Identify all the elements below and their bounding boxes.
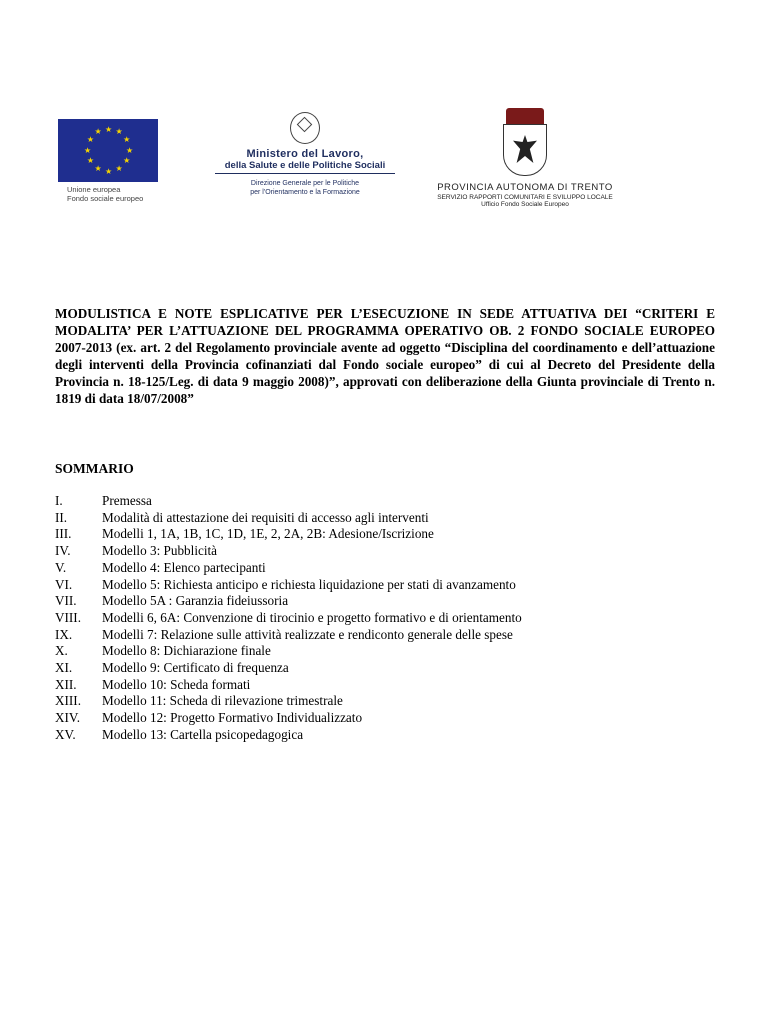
toc-item-text: Modello 12: Progetto Formativo Individualizzato	[102, 710, 363, 726]
toc-item-text: Modello 9: Certificato di frequenza	[102, 660, 289, 676]
toc-item	[55, 710, 715, 727]
toc-item	[55, 660, 715, 677]
toc-item	[55, 510, 715, 527]
eu-star-icon: ★	[86, 156, 94, 165]
ministry-logo-line1: Ministero del Lavoro,	[246, 148, 364, 160]
toc-item-number: XV.	[55, 726, 76, 742]
toc-item-text: Modello 8: Dichiarazione finale	[102, 643, 271, 659]
toc-item-number: XIV.	[55, 710, 81, 726]
document-title: MODULISTICA E NOTE ESPLICATIVE PER L’ESECUZIONE IN SEDE ATTUATIVA DEI “CRITERI E MODALITA’ PER L’ATTUAZIONE DEL PROGRAMMA OPERATIVO OB. 2 FONDO SOCIALE EUROPEO 2007-2013 (ex. art. 2 del Regolamento provinciale avente ad oggetto “Disciplina del coordinamento e dell’attuazione degli interventi della Provincia cofinanziati dal Fondo sociale europeo” di cui al Decreto del Presidente della Provincia n. 18-125/Leg. di data 9 maggio 2008)”, approvati con deliberazione della Giunta provinciale di Trento n. 1819 di data 18/07/2008”	[55, 306, 715, 406]
province-logo-line3: Ufficio Fondo Sociale Europeo	[481, 201, 569, 208]
toc-item-number: IX.	[55, 626, 73, 642]
ministry-logo-line2: della Salute e delle Politiche Sociali	[215, 160, 395, 174]
toc-item-number: IV.	[55, 543, 71, 559]
eu-star-icon: ★	[123, 135, 131, 144]
toc-item	[55, 677, 715, 694]
eu-star-icon: ★	[115, 163, 123, 173]
crown-icon	[506, 108, 544, 124]
table-of-contents	[55, 493, 715, 744]
toc-item	[55, 727, 715, 744]
toc-item	[55, 693, 715, 710]
toc-item	[55, 526, 715, 543]
eu-logo-line2: Fondo sociale europeo	[67, 194, 144, 203]
eu-star-icon: ★	[86, 135, 94, 144]
eu-star-icon: ★	[115, 127, 123, 137]
eu-star-icon: ★	[105, 166, 113, 176]
toc-item	[55, 560, 715, 577]
eu-star-icon: ★	[94, 127, 102, 137]
eu-logo-line1: Unione europea	[67, 185, 121, 194]
toc-item-text: Modello 10: Scheda formati	[102, 676, 251, 692]
toc-item	[55, 577, 715, 594]
toc-item-number: II.	[55, 509, 68, 525]
toc-item-text: Modello 5A : Garanzia fideiussoria	[102, 593, 289, 609]
header-logos	[0, 0, 770, 240]
toc-item-text: Modelli 1, 1A, 1B, 1C, 1D, 1E, 2, 2A, 2B: Adesione/Iscrizione	[102, 526, 434, 542]
toc-item-number: III.	[55, 526, 72, 542]
toc-item-number: I.	[55, 493, 63, 508]
republic-emblem-icon	[290, 112, 320, 144]
province-logo-line2: SERVIZIO RAPPORTI COMUNITARI E SVILUPPO LOCALE	[437, 194, 613, 201]
toc-item-number: VIII.	[55, 609, 81, 625]
eu-star-icon: ★	[123, 156, 131, 165]
province-logo-line1: PROVINCIA AUTONOMA DI TRENTO	[437, 182, 613, 193]
eu-logo	[58, 119, 158, 203]
eu-star-icon: ★	[105, 124, 113, 134]
toc-item-number: XIII.	[55, 693, 81, 709]
toc-item-number: X.	[55, 643, 68, 659]
toc-item-text: Modello 5: Richiesta anticipo e richiesta liquidazione per stati di avanzamento	[102, 576, 516, 592]
toc-item-text: Modelli 7: Relazione sulle attività realizzate e rendiconto generale delle spese	[102, 626, 513, 642]
toc-item-text: Modalità di attestazione dei requisiti di accesso agli interventi	[102, 509, 429, 525]
toc-item-number: V.	[55, 559, 67, 575]
toc-item	[55, 610, 715, 627]
shield-eagle-icon	[503, 124, 547, 176]
ministry-logo-line3	[215, 179, 395, 197]
toc-item-number: VII.	[55, 593, 77, 609]
ministry-logo-line3b: per l'Orientamento e la Formazione	[250, 189, 360, 196]
toc-item	[55, 493, 715, 510]
ministry-logo	[215, 112, 395, 197]
toc-item-text: Modello 13: Cartella psicopedagogica	[102, 726, 304, 742]
eu-star-icon: ★	[94, 163, 102, 173]
toc-item-text: Modello 11: Scheda di rilevazione trimestrale	[102, 693, 343, 709]
toc-item	[55, 593, 715, 610]
eu-star-icon: ★	[84, 145, 92, 155]
toc-item-number: XII.	[55, 676, 77, 692]
eu-star-icon: ★	[126, 145, 134, 155]
eu-logo-text	[67, 185, 158, 203]
toc-item-number: VI.	[55, 576, 73, 592]
toc-item	[55, 627, 715, 644]
province-logo	[420, 108, 630, 208]
toc-item	[55, 543, 715, 560]
toc-item-text: Premessa	[102, 493, 152, 508]
eu-flag-icon	[58, 119, 158, 182]
toc-item-text: Modelli 6, 6A: Convenzione di tirocinio e progetto formativo e di orientamento	[102, 609, 522, 625]
sommario-heading: SOMMARIO	[55, 461, 134, 476]
toc-item-text: Modello 3: Pubblicità	[102, 543, 218, 559]
toc-item-text: Modello 4: Elenco partecipanti	[102, 559, 266, 575]
ministry-logo-line3a: Direzione Generale per le Politiche	[250, 180, 360, 187]
toc-item	[55, 643, 715, 660]
eagle-icon	[513, 135, 537, 163]
toc-item-number: XI.	[55, 660, 73, 676]
